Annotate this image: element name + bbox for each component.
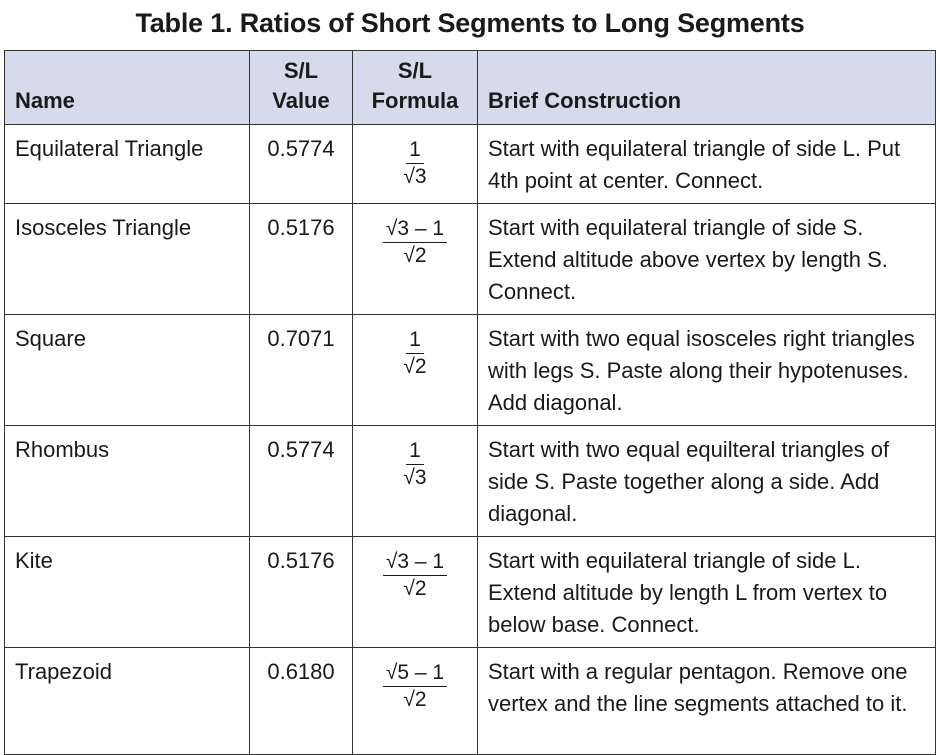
header-formula <box>353 51 478 125</box>
ratio-formula <box>353 426 478 537</box>
formula-numerator: √3 – 1 <box>383 217 447 243</box>
table-row <box>5 315 936 426</box>
construction-text: Start with equilateral triangle of side S. Extend altitude above vertex by length S. Connect. <box>478 204 936 315</box>
formula-denominator: √3 <box>403 165 427 188</box>
formula-denominator: √2 <box>403 688 427 711</box>
shape-name: Isosceles Triangle <box>5 204 250 315</box>
formula-numerator: √5 – 1 <box>383 661 447 687</box>
header-value-line1: S/L <box>283 58 319 83</box>
formula-denominator: √3 <box>403 466 427 489</box>
header-name-label: Name <box>15 88 75 113</box>
construction-text: Start with equilateral triangle of side L. Put 4th point at center. Connect. <box>478 125 936 204</box>
ratio-value: 0.5774 <box>250 426 353 537</box>
formula-denominator: √2 <box>403 244 427 267</box>
ratio-formula <box>353 648 478 755</box>
ratio-formula <box>353 125 478 204</box>
header-value-line2: Value <box>272 88 330 113</box>
ratio-value: 0.6180 <box>250 648 353 755</box>
ratio-value: 0.5774 <box>250 125 353 204</box>
shape-name: Trapezoid <box>5 648 250 755</box>
table-caption: Table 1. Ratios of Short Segments to Long Segments <box>135 8 805 38</box>
table-row <box>5 426 936 537</box>
table-row <box>5 204 936 315</box>
shape-name: Rhombus <box>5 426 250 537</box>
shape-name: Equilateral Triangle <box>5 125 250 204</box>
header-row <box>5 51 936 125</box>
shape-name: Kite <box>5 537 250 648</box>
construction-text: Start with two equal equilteral triangles of side S. Paste together along a side. Add diagonal. <box>478 426 936 537</box>
ratio-value: 0.5176 <box>250 537 353 648</box>
formula-numerator: 1 <box>406 439 424 465</box>
ratio-formula <box>353 204 478 315</box>
formula-denominator: √2 <box>403 355 427 378</box>
formula-denominator: √2 <box>403 577 427 600</box>
ratio-value: 0.7071 <box>250 315 353 426</box>
table-row <box>5 125 936 204</box>
header-construction <box>478 51 936 125</box>
header-formula-line2: Formula <box>371 88 459 113</box>
header-name <box>5 51 250 125</box>
formula-numerator: √3 – 1 <box>383 550 447 576</box>
construction-text: Start with equilateral triangle of side L. Extend altitude by length L from vertex to below base. Connect. <box>478 537 936 648</box>
ratio-value: 0.5176 <box>250 204 353 315</box>
construction-text: Start with a regular pentagon. Remove one vertex and the line segments attached to it. <box>478 648 936 755</box>
header-construction-label: Brief Construction <box>488 88 682 113</box>
ratios-table <box>4 50 936 755</box>
shape-name: Square <box>5 315 250 426</box>
ratio-formula <box>353 315 478 426</box>
formula-numerator: 1 <box>406 328 424 354</box>
header-formula-line1: S/L <box>397 58 433 83</box>
ratio-formula <box>353 537 478 648</box>
table-row <box>5 537 936 648</box>
construction-text: Start with two equal isosceles right triangles with legs S. Paste along their hypotenuses. Add diagonal. <box>478 315 936 426</box>
table-row <box>5 648 936 755</box>
formula-numerator: 1 <box>406 138 424 164</box>
header-value <box>250 51 353 125</box>
